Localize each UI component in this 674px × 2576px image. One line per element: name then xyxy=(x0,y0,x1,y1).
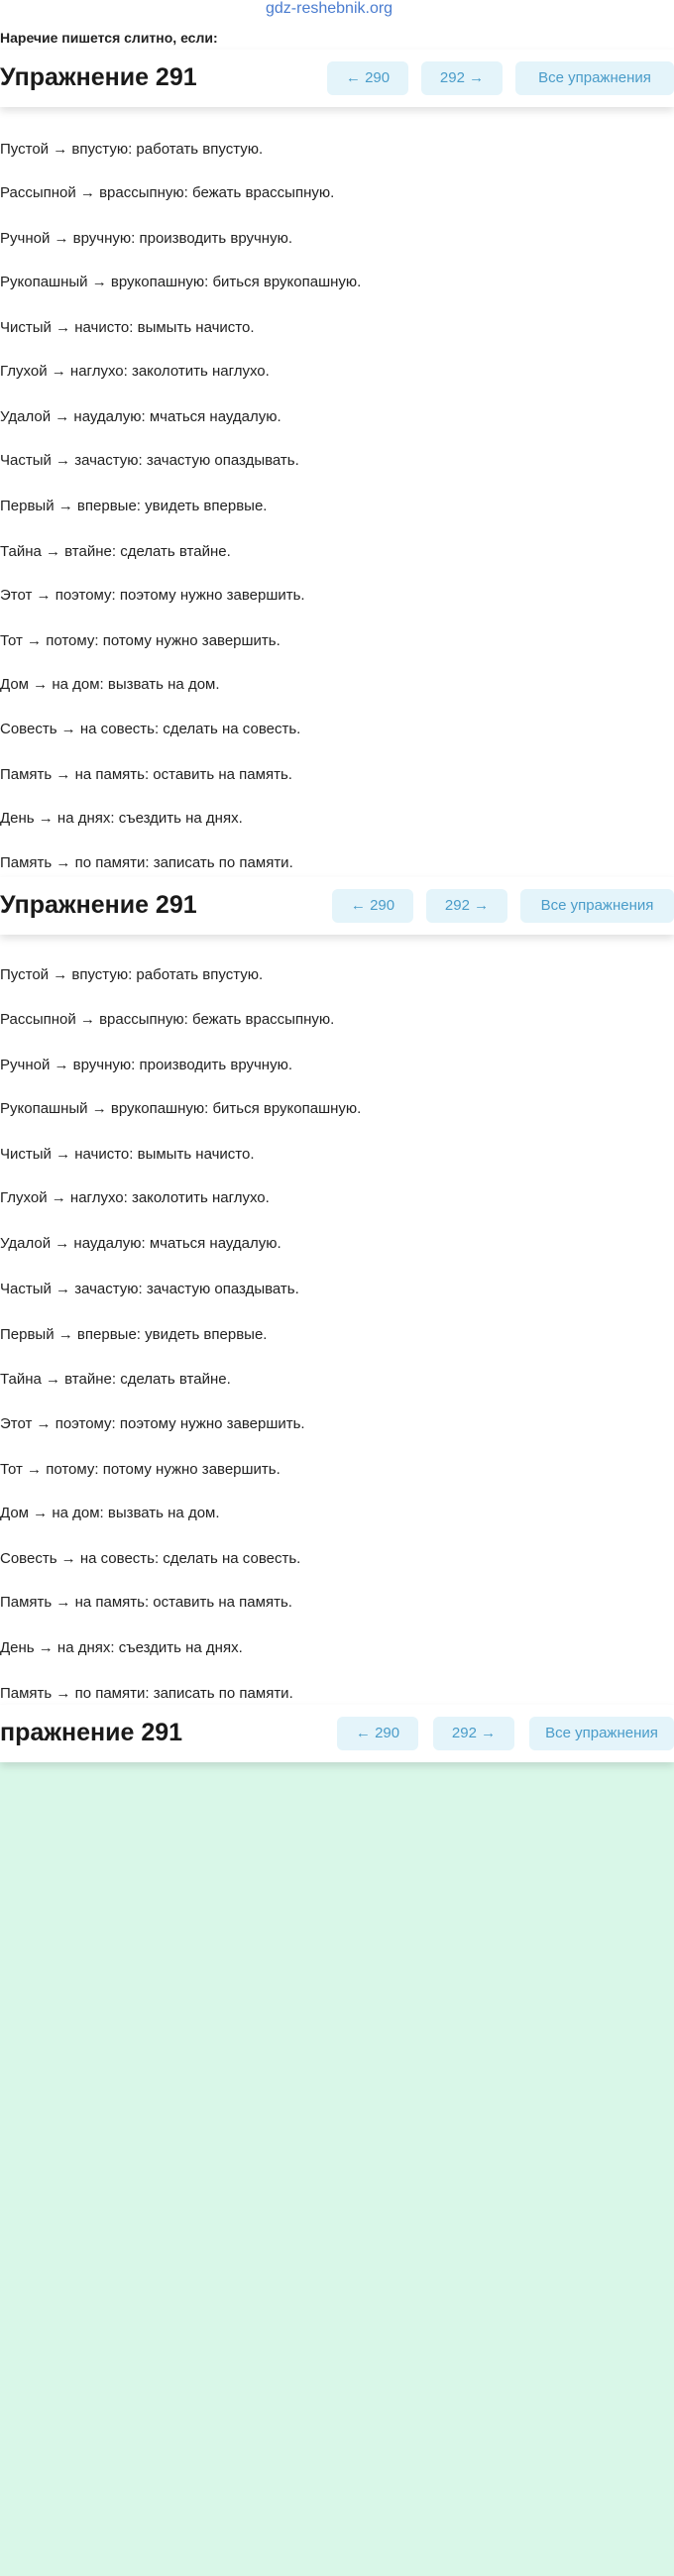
arrow-left-icon: ← xyxy=(350,897,371,914)
answer-line: Рукопашный → врукопашную: биться врукопашную. xyxy=(0,1100,362,1117)
all-exercises-button[interactable]: Все упражнения xyxy=(515,61,674,95)
arrow-right-icon: → xyxy=(469,897,490,914)
answer-line: Частый → зачастую: зачастую опаздывать. xyxy=(0,452,299,469)
next-exercise-button-3[interactable]: 292 → xyxy=(433,1717,514,1750)
answer-line: Глухой → наглухо: заколотить наглухо. xyxy=(0,1189,270,1206)
answer-line: Тот → потому: потому нужно завершить. xyxy=(0,632,281,649)
answer-line: Память → на память: оставить на память. xyxy=(0,1594,292,1611)
answer-line: Память → по памяти: записать по памяти. xyxy=(0,854,293,871)
answer-line: День → на днях: съездить на днях. xyxy=(0,810,243,827)
answer-line: Удалой → наудалую: мчаться наудалую. xyxy=(0,408,281,425)
answer-line: Пустой → впустую: работать впустую. xyxy=(0,141,264,158)
answer-line: Ручной → вручную: производить вручную. xyxy=(0,1057,293,1073)
exercise-header-1 xyxy=(0,50,674,107)
site-link[interactable]: gdz-reshebnik.org xyxy=(266,0,393,17)
exercise-header-2 xyxy=(0,877,674,935)
page-title-3: пражнение 291 xyxy=(0,1719,183,1746)
cut-top-text: Наречие пишется слитно, если: xyxy=(0,30,218,46)
answer-line: Этот → поэтому: поэтому нужно завершить. xyxy=(0,587,305,604)
answer-line: День → на днях: съездить на днях. xyxy=(0,1639,243,1656)
next-exercise-button-2[interactable]: 292 → xyxy=(426,889,507,923)
prev-exercise-button[interactable]: ← 290 xyxy=(327,61,408,95)
next-exercise-button[interactable]: 292 → xyxy=(421,61,503,95)
answer-line: Дом → на дом: вызвать на дом. xyxy=(0,676,220,693)
answer-line: Удалой → наудалую: мчаться наудалую. xyxy=(0,1235,281,1252)
arrow-right-icon: → xyxy=(464,69,485,86)
answer-line: Дом → на дом: вызвать на дом. xyxy=(0,1505,220,1521)
answer-line: Рукопашный → врукопашную: биться врукопашную. xyxy=(0,274,362,290)
arrow-right-icon: → xyxy=(476,1725,497,1741)
all-exercises-button-2[interactable]: Все упражнения xyxy=(520,889,674,923)
answer-line: Чистый → начисто: вымыть начисто. xyxy=(0,1146,255,1163)
answer-line: Совесть → на совесть: сделать на совесть. xyxy=(0,721,301,737)
answer-line: Ручной → вручную: производить вручную. xyxy=(0,230,293,247)
answer-line: Этот → поэтому: поэтому нужно завершить. xyxy=(0,1415,305,1432)
answer-line: Тайна → втайне: сделать втайне. xyxy=(0,1371,231,1388)
answer-line: Тайна → втайне: сделать втайне. xyxy=(0,543,231,560)
green-answer-panel xyxy=(0,1754,674,2576)
answer-line: Первый → впервые: увидеть впервые. xyxy=(0,1326,268,1343)
answer-line: Рассыпной → врассыпную: бежать врассыпную. xyxy=(0,1011,335,1028)
answer-line: Совесть → на совесть: сделать на совесть. xyxy=(0,1550,301,1567)
arrow-left-icon: ← xyxy=(355,1725,376,1741)
page-title: Упражнение 291 xyxy=(0,63,197,91)
answer-line: Тот → потому: потому нужно завершить. xyxy=(0,1461,281,1478)
all-exercises-button-3[interactable]: Все упражнения xyxy=(529,1717,674,1750)
answer-line: Память → на память: оставить на память. xyxy=(0,766,292,783)
answer-line: Чистый → начисто: вымыть начисто. xyxy=(0,319,255,336)
answer-line: Частый → зачастую: зачастую опаздывать. xyxy=(0,1281,299,1297)
prev-exercise-button-3[interactable]: ← 290 xyxy=(337,1717,418,1750)
answer-line: Рассыпной → врассыпную: бежать врассыпную. xyxy=(0,184,335,201)
answer-line: Пустой → впустую: работать впустую. xyxy=(0,966,264,983)
page-title-2: Упражнение 291 xyxy=(0,891,197,919)
exercise-header-3 xyxy=(0,1705,674,1762)
prev-exercise-button-2[interactable]: ← 290 xyxy=(332,889,413,923)
answer-line: Память → по памяти: записать по памяти. xyxy=(0,1685,293,1702)
arrow-left-icon: ← xyxy=(345,69,366,86)
answer-line: Первый → впервые: увидеть впервые. xyxy=(0,498,268,514)
answer-line: Глухой → наглухо: заколотить наглухо. xyxy=(0,363,270,380)
